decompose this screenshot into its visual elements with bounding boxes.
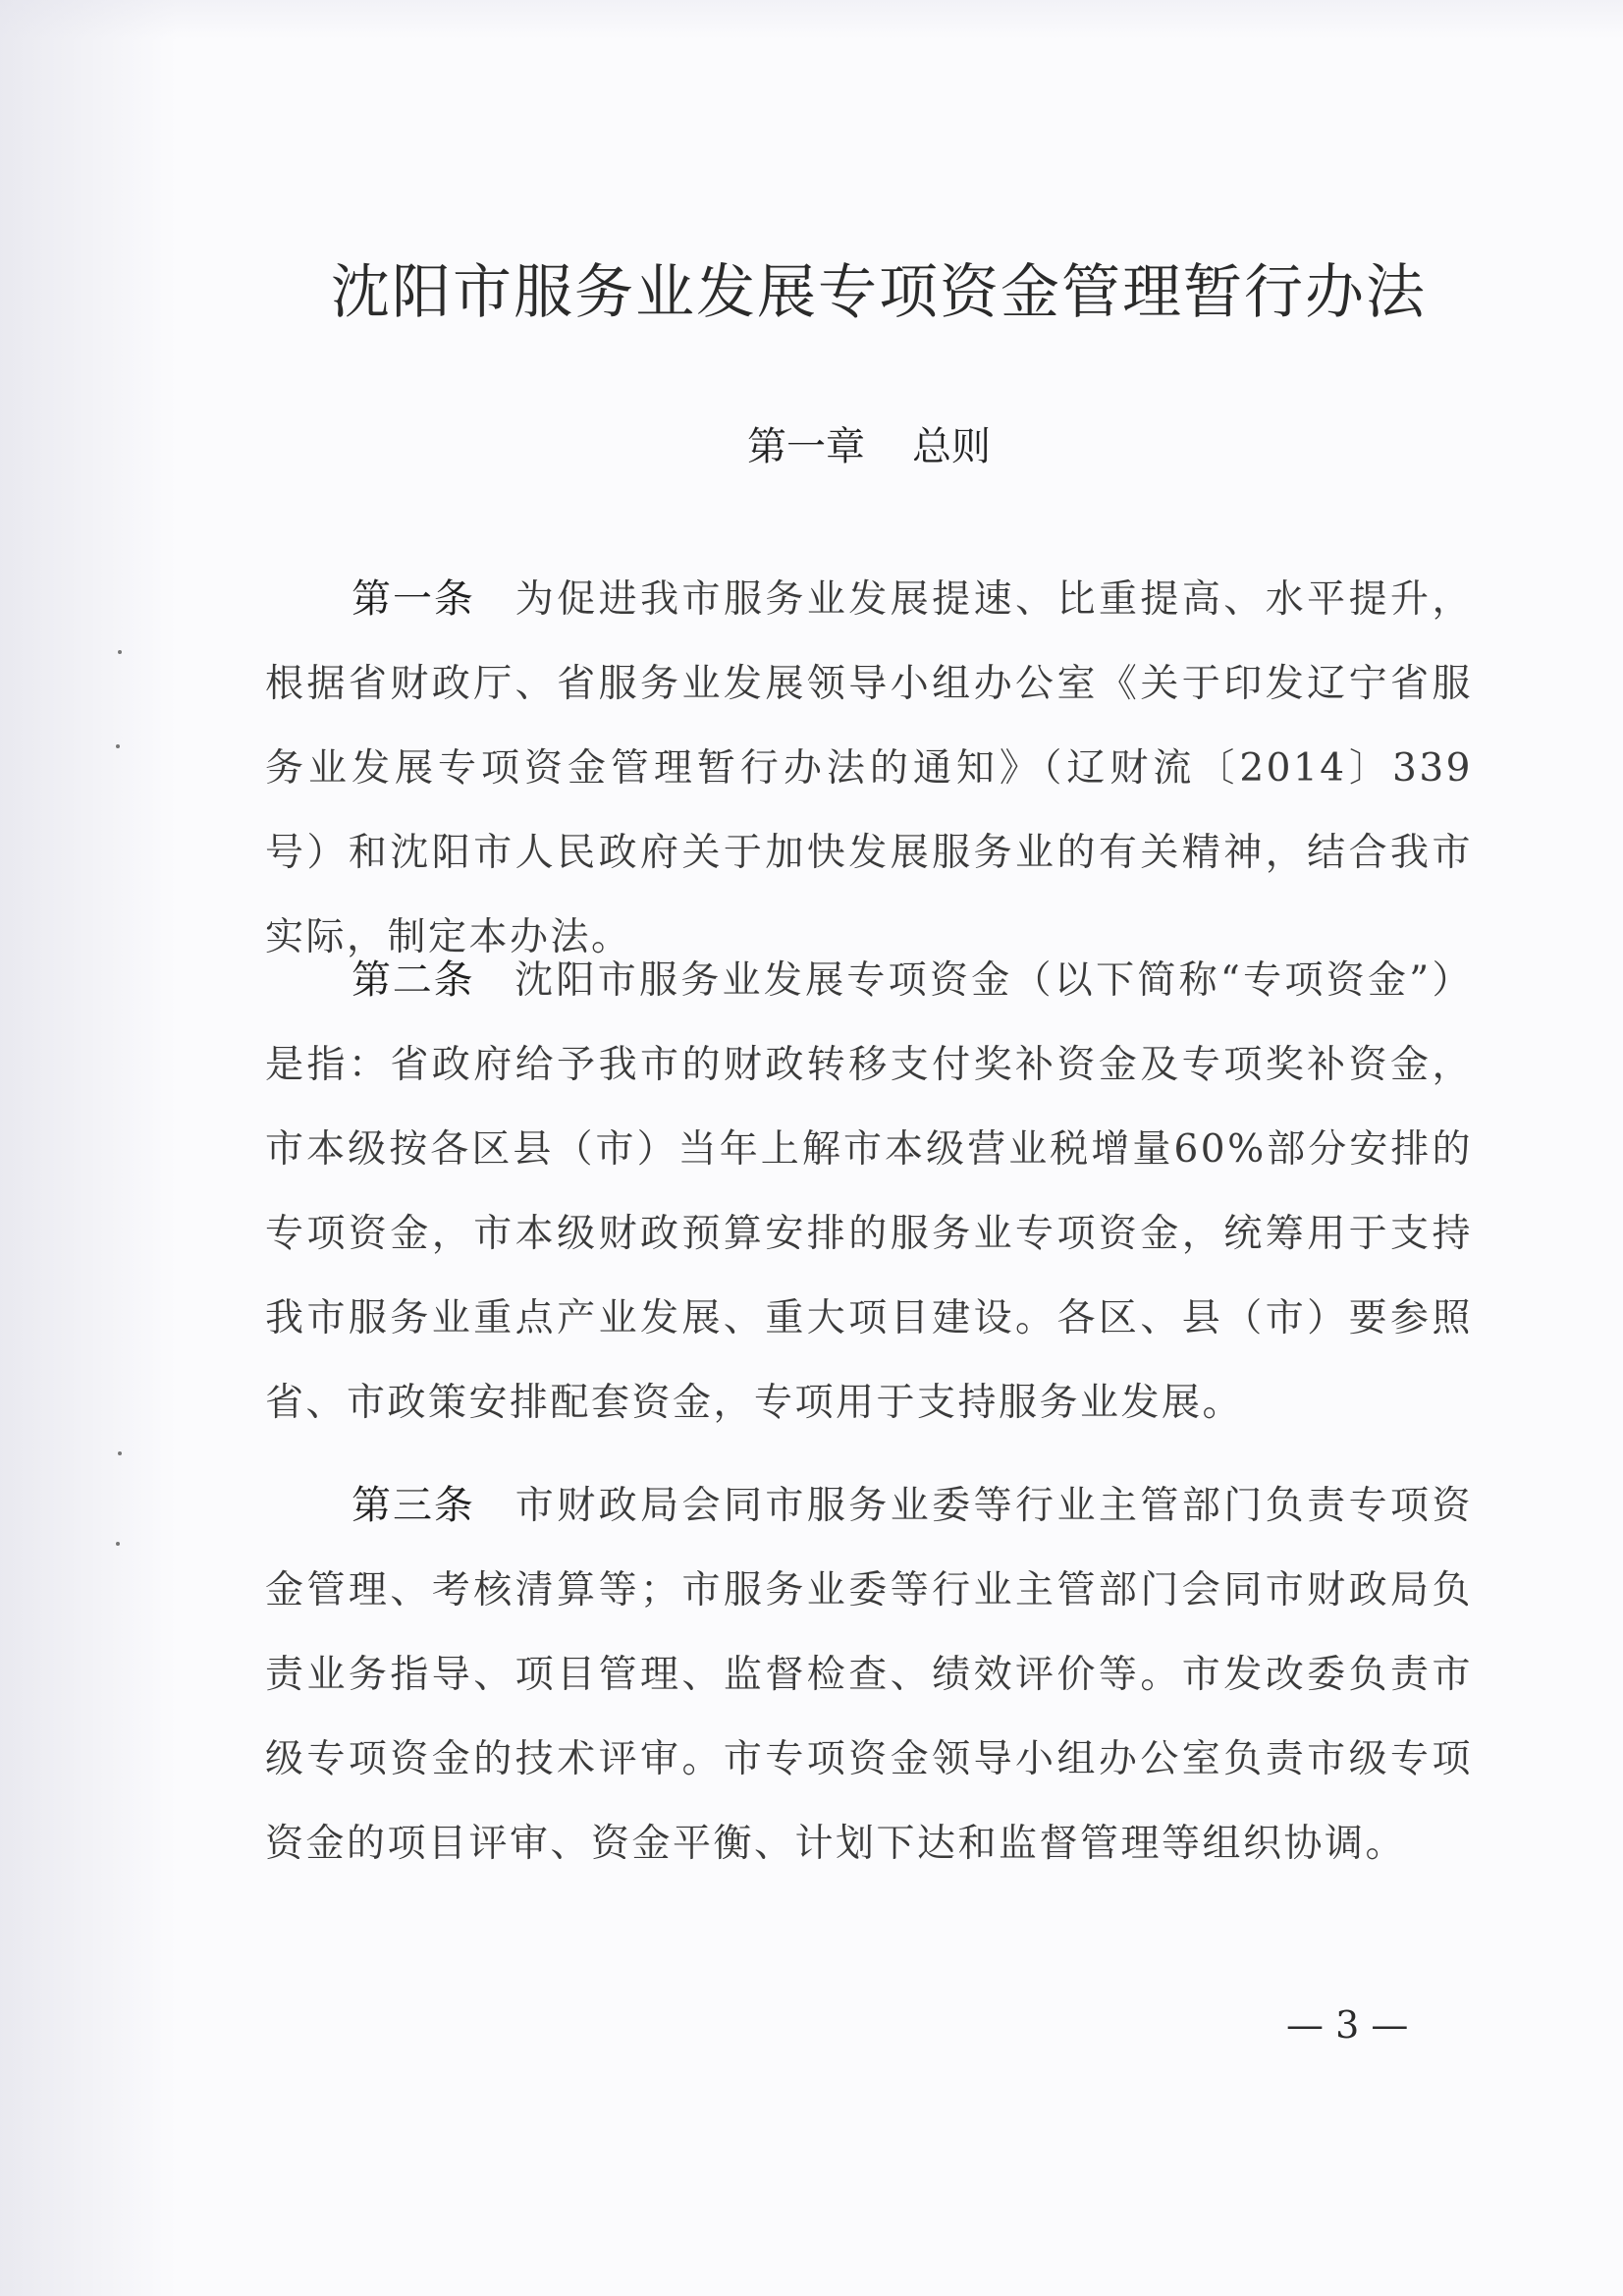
article-1 [265,557,1473,980]
chapter-number: 第一章 [747,424,865,469]
article-text: 为促进我市服务业发展提速、比重提高、水平提升，根据省财政厅、省服务业发展领导小组办公室《关于印发辽宁省服务业发展专项资金管理暂行办法的通知》（辽财流〔2014〕339号）和沈阳市人民政府关于加快发展服务业的有关精神，结合我市实际，制定本办法。 [265,577,1473,959]
article-label: 第一条 [352,576,475,622]
page-number: — 3 — [1286,2003,1409,2047]
article-text: 市财政局会同市服务业委等行业主管部门负责专项资金管理、考核清算等；市服务业委等行业主管部门会同市财政局负责业务指导、项目管理、监督检查、绩效评价等。市发改委负责市级专项资金的技术评审。市专项资金领导小组办公室负责市级专项资金的项目评审、资金平衡、计划下达和监督管理等组织协调。 [265,1484,1473,1866]
article-3 [265,1463,1473,1886]
scan-speck [116,744,120,748]
document-title: 沈阳市服务业发展专项资金管理暂行办法 [331,258,1427,327]
chapter-heading [0,417,1623,476]
article-label: 第二条 [352,957,475,1003]
scan-shadow [0,0,177,2296]
article-label: 第三条 [352,1483,475,1528]
scan-speck [118,650,122,654]
scan-shadow-top [0,0,1623,39]
scan-speck [118,1451,122,1455]
article-text: 沈阳市服务业发展专项资金（以下简称“专项资金”）是指：省政府给予我市的财政转移支付奖补资金及专项奖补资金，市本级按各区县（市）当年上解市本级营业税增量60%部分安排的专项资金，市本级财政预算安排的服务业专项资金，统筹用于支持我市服务业重点产业发展、重大项目建设。各区、县（市）要参照省、市政策安排配套资金，专项用于支持服务业发展。 [265,958,1473,1425]
article-2 [265,938,1473,1446]
scan-speck [116,1542,120,1546]
chapter-title: 总则 [912,424,991,469]
